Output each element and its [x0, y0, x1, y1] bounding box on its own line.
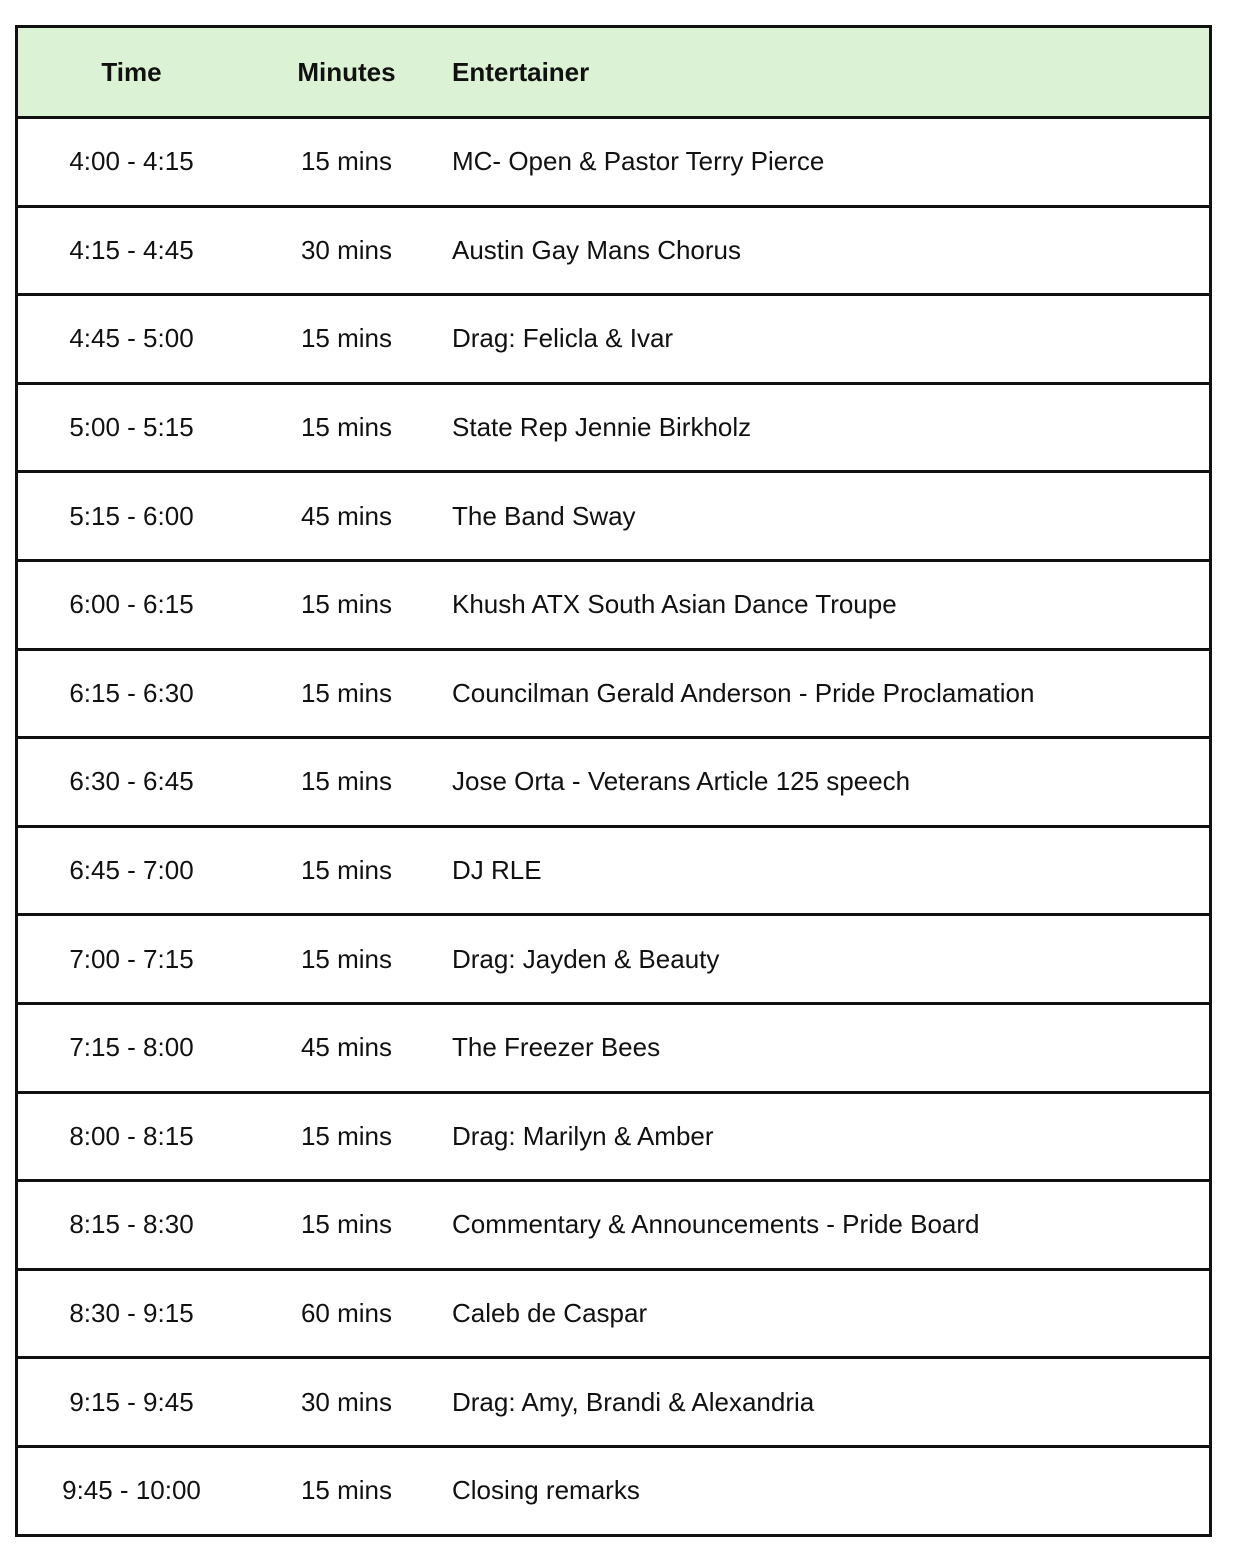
table-row [18, 559, 1209, 648]
table-row [18, 1268, 1209, 1357]
table-row [18, 1002, 1209, 1091]
time-cell: 7:00 - 7:15 [69, 943, 194, 974]
entertainer-cell: Councilman Gerald Anderson - Pride Proclamation [452, 677, 1035, 708]
table-row [18, 1179, 1209, 1268]
table-row [18, 470, 1209, 559]
minutes-cell: 15 mins [300, 323, 393, 354]
minutes-cell: 15 mins [300, 1120, 393, 1151]
time-cell: 4:45 - 5:00 [69, 323, 194, 354]
entertainer-cell: Khush ATX South Asian Dance Troupe [452, 589, 897, 620]
entertainer-cell: Caleb de Caspar [452, 1298, 648, 1329]
entertainer-cell: Drag: Marilyn & Amber [452, 1120, 714, 1151]
time-cell: 6:45 - 7:00 [69, 855, 194, 886]
table-row [18, 648, 1209, 737]
time-cell: 5:00 - 5:15 [69, 412, 194, 443]
minutes-cell: 30 mins [300, 1386, 393, 1417]
time-cell: 9:45 - 10:00 [62, 1475, 201, 1506]
entertainer-cell: State Rep Jennie Birkholz [452, 412, 752, 443]
minutes-cell: 15 mins [300, 943, 393, 974]
schedule-table [15, 25, 1212, 1537]
table-body [18, 116, 1209, 1534]
entertainer-cell: Jose Orta - Veterans Article 125 speech [452, 766, 911, 797]
table-row [18, 116, 1209, 205]
minutes-cell: 15 mins [300, 412, 393, 443]
table-header-row [18, 28, 1209, 116]
table-row [18, 913, 1209, 1002]
minutes-cell: 15 mins [300, 1475, 393, 1506]
entertainer-cell: Drag: Jayden & Beauty [452, 943, 720, 974]
minutes-cell: 45 mins [300, 500, 393, 531]
entertainer-cell: Austin Gay Mans Chorus [452, 234, 742, 265]
minutes-cell: 15 mins [300, 766, 393, 797]
time-cell: 7:15 - 8:00 [69, 1032, 194, 1063]
time-cell: 6:30 - 6:45 [69, 766, 194, 797]
header-entertainer: Entertainer [452, 56, 590, 87]
entertainer-cell: Drag: Amy, Brandi & Alexandria [452, 1386, 815, 1417]
table-row [18, 382, 1209, 471]
time-cell: 6:00 - 6:15 [69, 589, 194, 620]
table-row [18, 205, 1209, 294]
table-row [18, 293, 1209, 382]
minutes-cell: 15 mins [300, 855, 393, 886]
minutes-cell: 60 mins [300, 1298, 393, 1329]
entertainer-cell: The Freezer Bees [452, 1032, 661, 1063]
table-row [18, 1445, 1209, 1534]
entertainer-cell: Closing remarks [452, 1475, 640, 1506]
table-row [18, 1091, 1209, 1180]
minutes-cell: 15 mins [300, 1209, 393, 1240]
entertainer-cell: Commentary & Announcements - Pride Board [452, 1209, 980, 1240]
time-cell: 8:00 - 8:15 [69, 1120, 194, 1151]
time-cell: 6:15 - 6:30 [69, 677, 194, 708]
time-cell: 8:15 - 8:30 [69, 1209, 194, 1240]
entertainer-cell: MC- Open & Pastor Terry Pierce [452, 146, 825, 177]
table-row [18, 825, 1209, 914]
entertainer-cell: Drag: Felicla & Ivar [452, 323, 674, 354]
minutes-cell: 45 mins [300, 1032, 393, 1063]
minutes-cell: 15 mins [300, 677, 393, 708]
minutes-cell: 15 mins [300, 146, 393, 177]
minutes-cell: 15 mins [300, 589, 393, 620]
header-minutes: Minutes [297, 56, 396, 87]
time-cell: 4:15 - 4:45 [69, 234, 194, 265]
time-cell: 5:15 - 6:00 [69, 500, 194, 531]
entertainer-cell: The Band Sway [452, 500, 636, 531]
table-row [18, 1356, 1209, 1445]
entertainer-cell: DJ RLE [452, 855, 542, 886]
minutes-cell: 30 mins [300, 234, 393, 265]
time-cell: 4:00 - 4:15 [69, 146, 194, 177]
time-cell: 8:30 - 9:15 [69, 1298, 194, 1329]
header-time: Time [101, 56, 162, 87]
time-cell: 9:15 - 9:45 [69, 1386, 194, 1417]
table-row [18, 736, 1209, 825]
